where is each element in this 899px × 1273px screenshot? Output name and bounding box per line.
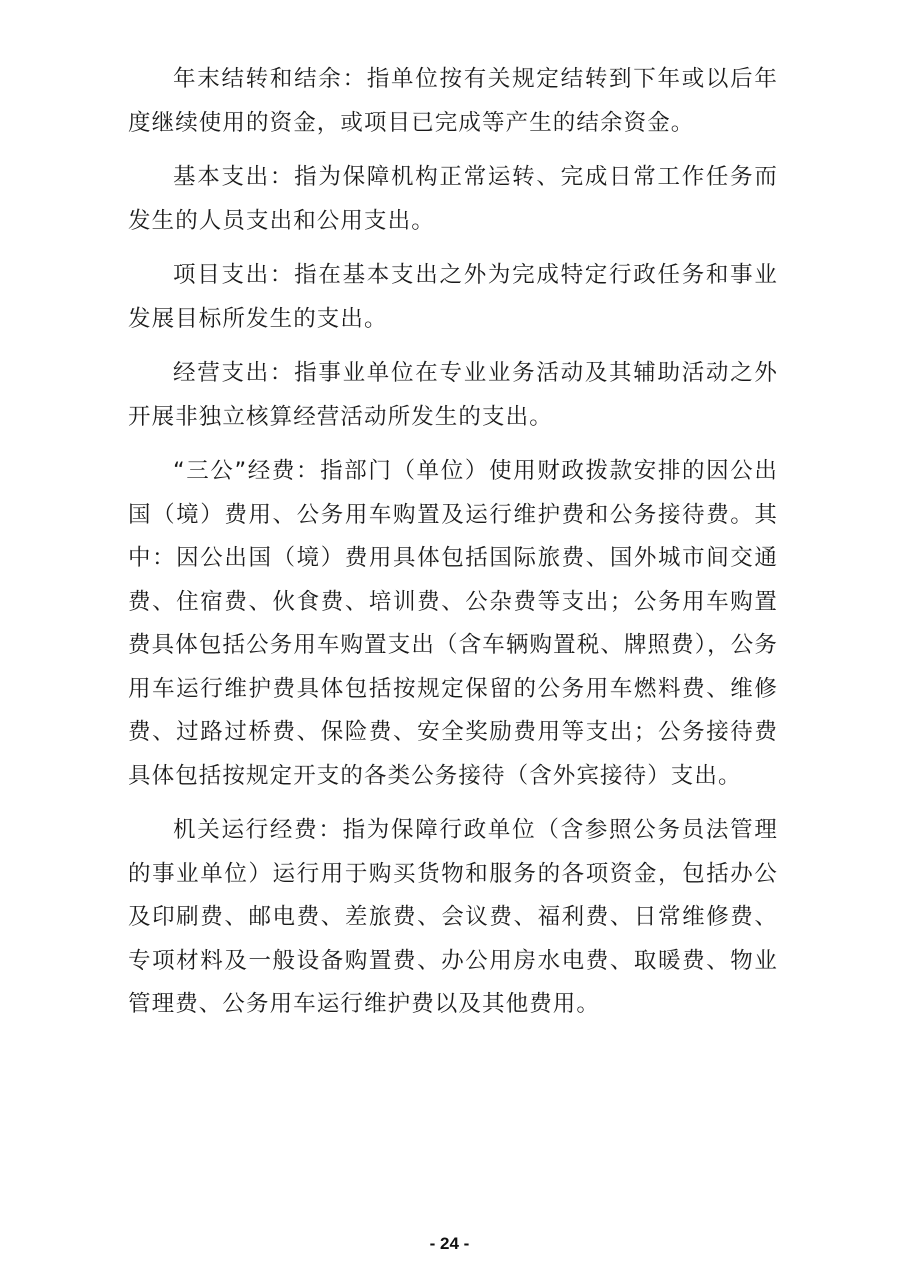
paragraph-project-expenditure: 项目支出：指在基本支出之外为完成特定行政任务和事业发展目标所发生的支出。	[128, 262, 778, 332]
paragraph-three-public-expenses: “三公”经费：指部门（单位）使用财政拨款安排的因公出国（境）费用、公务用车购置及运行维护费和公务接待费。其中：因公出国（境）费用具体包括国际旅费、国外城市间交通费、住宿费、伙食费、培训费、公杂费等支出；公务用车购置费具体包括公务用车购置支出（含车辆购置税、牌照费），公务用车运行维护费具体包括按规定保留的公务用车燃料费、维修费、过路过桥费、保险费、安全奖励费用等支出；公务接待费具体包括按规定开支的各类公务接待（含外宾接待）支出。	[128, 458, 778, 789]
paragraph-basic-expenditure: 基本支出：指为保障机构正常运转、完成日常工作任务而发生的人员支出和公用支出。	[128, 164, 778, 234]
paragraph-agency-operating-expenses: 机关运行经费：指为保障行政单位（含参照公务员法管理的事业单位）运行用于购买货物和服务的各项资金，包括办公及印刷费、邮电费、差旅费、会议费、福利费、日常维修费、专项材料及一般设备购置费、办公用房水电费、取暖费、物业管理费、公务用车运行维护费以及其他费用。	[128, 817, 778, 1017]
paragraph-carryover-balance: 年末结转和结余：指单位按有关规定结转到下年或以后年度继续使用的资金，或项目已完成等产生的结余资金。	[128, 66, 778, 136]
paragraph-operating-expenditure: 经营支出：指事业单位在专业业务活动及其辅助活动之外开展非独立核算经营活动所发生的支出。	[128, 360, 778, 430]
document-body	[128, 58, 778, 1038]
page-number: - 24 -	[429, 1234, 470, 1253]
